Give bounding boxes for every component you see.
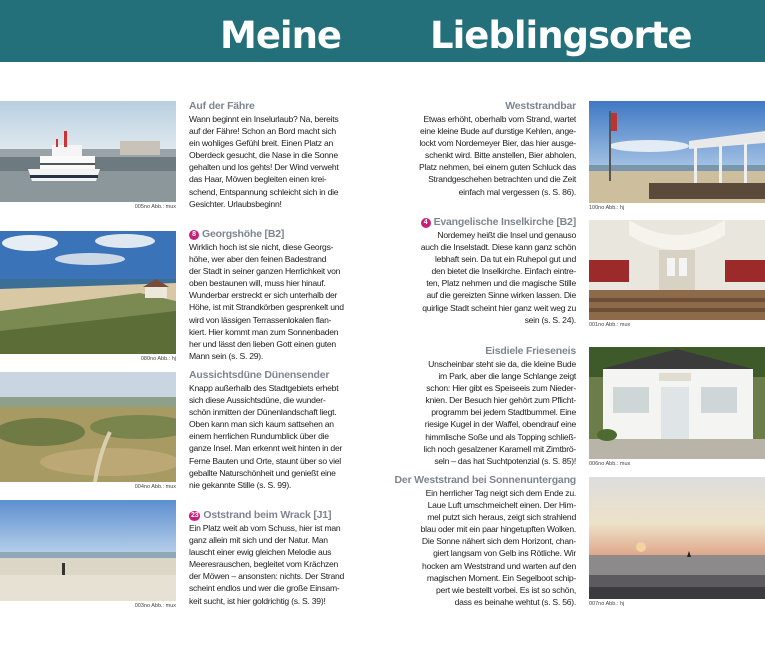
- entry-eisdiele: [376, 345, 576, 467]
- entry-body: Ein herrlicher Tag neigt sich dem Ende zu. Laue Luft umschmeichelt einen. Der Him- mel putzt sich heraus, zeigt sich strahlend blau oder mit ein paar hingetupften Wolken. Die Sonne nähert sich dem Horizont, chan- giert langsam von Gelb ins Rötliche. Wir hocken am Weststrand und warten auf den magischen Moment. Ein Segelboot schip- pert wie bestellt vorbei. Es ist so schön, dass es beinahe wehtut (s. S. 56).: [420, 488, 576, 607]
- entry-body: Nordemey heißt die Insel und genauso auch die Inselstadt. Diese kann ganz schön lebhaft sein. Da tut ein Ruhepol gut und den bietet die Inselkirche. Einfach eintre- ten, Platz nehmen und die magische Stille auf die gereizten Sinne wirken lassen. Die quirlige Stadt scheint hier ganz weit weg zu sein (s. S. 24).: [420, 230, 576, 325]
- entry-body: Knapp außerhalb des Stadtgebiets erhebt sich diese Aussichtsdüne, die wunder- schön inmitten der Dünenlandschaft liegt. Oben kann man sich kaum sattsehen an einem herrlichen Rundumblick über die ganze Insel. Man erkennt weit hinten in der Ferne Bauten und Orte, staunt über so viel geballte Naturschönheit und genießt eine nie gekannte Stille (s. S. 99).: [189, 383, 343, 490]
- entry-auf-der-faehre: [189, 100, 389, 210]
- entry-body: Unscheinbar steht sie da, die kleine Bude im Park, aber die lange Schlange zeigt schon: Hier gibt es Speiseeis zum Nieder- knien. Der Besuch hier gehört zum Pflicht- programm bei jedem Stadtbummel. Eine riesige Kugel in der Waffel, obendrauf eine himmlische Soße und als Topping schließ- lich noch gesalzener Karamell mit Zimtbrö- seln – das hat Suchtpotenzial (s. S. 85)!: [423, 359, 576, 466]
- photo-oststrand: [0, 500, 176, 601]
- location-number-badge: 8: [189, 230, 199, 240]
- entry-body: Wann beginnt ein Inselurlaub? Na, bereits auf der Fähre! Schon an Bord macht sich ein wohliges Gefühl breit. Einen Platz an Oberdeck gesucht, die Nase in die Sonne gehalten und los gehts! Der Wind verweht das Haar, Möwen begleiten einen krei- schend, Entspannung schleicht sich in die Gesichter. Urlaubsbeginn!: [189, 114, 339, 209]
- photo-caption: 100no Abb.: hj: [589, 205, 625, 211]
- entry-title: Aussichtsdüne Dünensender: [189, 369, 330, 381]
- entry-title: Auf der Fähre: [189, 100, 255, 112]
- entry-title: Eisdiele Frieseneis: [485, 345, 576, 357]
- entry-weststrand-sonnenuntergang: [376, 474, 576, 608]
- entry-weststrandbar: [376, 100, 576, 198]
- photo-duene: [0, 372, 176, 482]
- photo-caption: 007no Abb.: hj: [589, 601, 625, 607]
- page-header: [0, 0, 765, 62]
- entry-title: 8 Georgshöhe [B2]: [189, 228, 389, 241]
- page-title-word-2: Lieblingsorte: [430, 14, 692, 57]
- entry-aussichtsduene: [189, 369, 389, 491]
- photo-caption: 003no Abb.: mux: [134, 603, 176, 609]
- photo-ferry: [0, 101, 176, 202]
- photo-caption: 004no Abb.: mux: [134, 484, 176, 490]
- entry-title: Weststrandbar: [505, 100, 576, 112]
- photo-inselkirche: [589, 220, 765, 320]
- entry-body: Ein Platz weit ab vom Schuss, hier ist man ganz allein mit sich und der Natur. Man lauscht einer ewig gleichen Melodie aus Meeresrauschen, begleitet vom Krächzen der Möwen – ansonsten: nichts. Der Strand scheint endlos und wer die große Einsam- keit sucht, ist hier goldrichtig (s. S. 39)!: [189, 523, 345, 606]
- entry-georgshoehe: [189, 228, 389, 362]
- photo-weststrandbar: [589, 101, 765, 203]
- entry-body: Etwas erhöht, oberhalb vom Strand, wartet eine kleine Bude auf durstige Kehlen, ange- lockt vom Nordemeyer Bier, das hier ausge- schenkt wird. Bitte anstellen, Bier abholen, Platz nehmen, bei einem guten Schluck das Strandgeschehen betrachten und die Zeit einfach mal vergessen (s. S. 86).: [419, 114, 576, 197]
- photo-caption: 001no Abb.: mux: [589, 322, 631, 328]
- photo-sonnenuntergang: [589, 477, 765, 599]
- photo-eisdiele: [589, 347, 765, 459]
- photo-caption: 005no Abb.: mux: [134, 204, 176, 210]
- entry-oststrand: [189, 509, 389, 607]
- entry-inselkirche: [376, 216, 576, 326]
- location-number-badge: 4: [421, 218, 431, 228]
- entry-body: Wirklich hoch ist sie nicht, diese Georgs- höhe, wer aber den feinen Badestrand der Stadt in seiner ganzen Herrlichkeit von oben bestaunen will, muss hier hinauf. Wunderbar erstreckt er sich unterhalb der Höhe, ist mit Strandkörben gesprenkelt und wird von lässigen Terrassenlokalen flan- kiert. Hier kommt man zum Sonnenbaden her und lässt den lieben Gott einen guten Mann sein (s. S. 29).: [189, 242, 344, 361]
- entry-title: 23 Oststrand beim Wrack [J1]: [191, 509, 332, 521]
- photo-caption: 006no Abb.: mux: [589, 461, 631, 467]
- page-title-word-1: Meine: [220, 14, 342, 57]
- photo-georgshoehe: [0, 231, 176, 354]
- photo-caption: 080no Abb.: hj: [140, 356, 176, 362]
- location-number-badge: 23: [191, 512, 199, 519]
- entry-title: 4 Evangelische Inselkirche [B2]: [376, 216, 576, 229]
- entry-title: Der Weststrand bei Sonnenuntergang: [394, 474, 576, 486]
